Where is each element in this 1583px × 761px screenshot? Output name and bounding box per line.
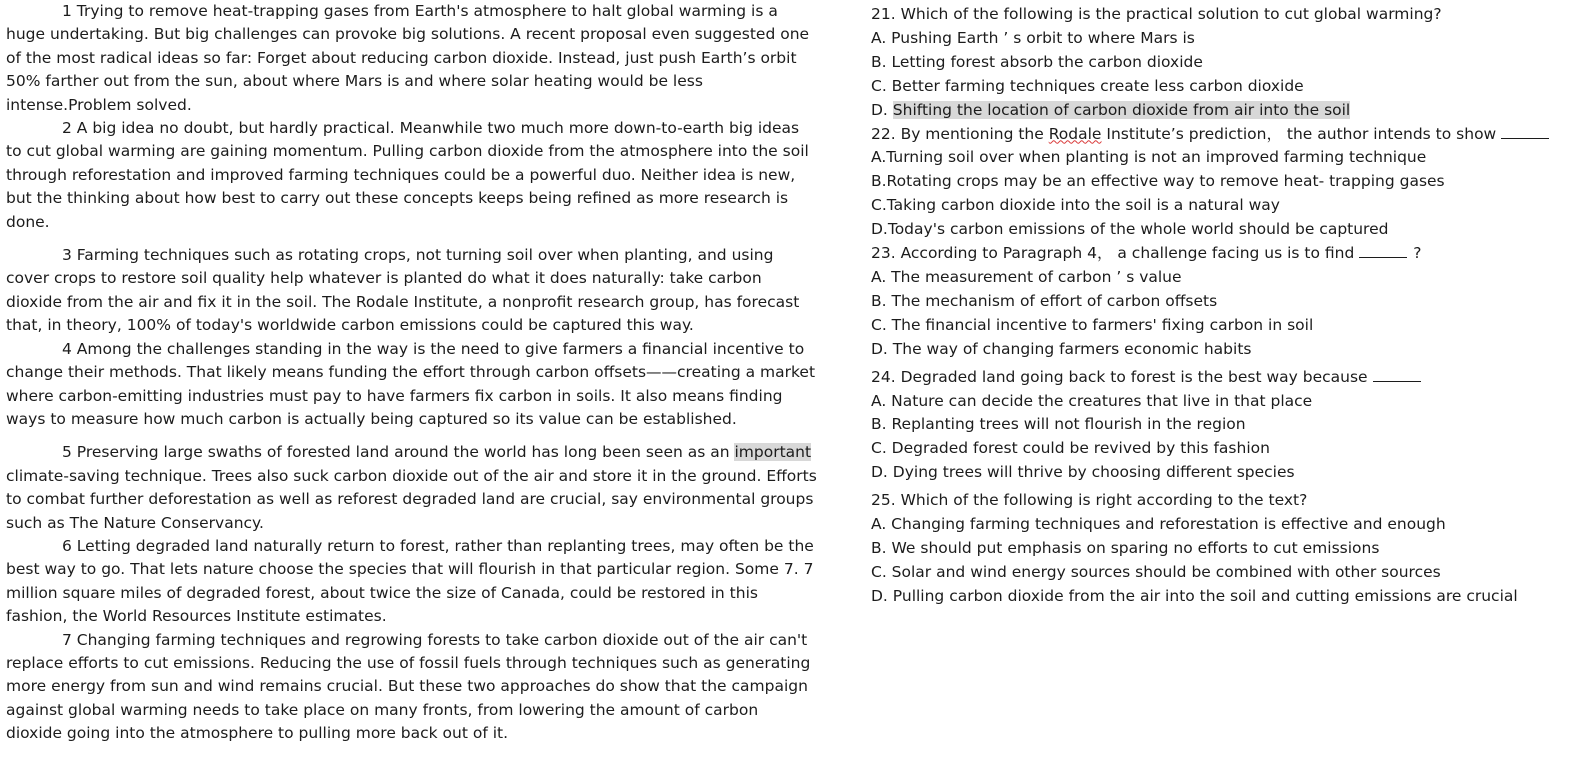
option-21-b: B. Letting forest absorb the carbon dioxide: [871, 52, 1203, 71]
option-23-c: C. The financial incentive to farmers' fixing carbon in soil: [871, 315, 1314, 334]
question-22: [871, 123, 1579, 243]
option-24-d: D. Dying trees will thrive by choosing different species: [871, 463, 1295, 482]
option-25-b: B. We should put emphasis on sparing no efforts to cut emissions: [871, 538, 1380, 557]
option-23-d: D. The way of changing farmers economic habits: [871, 339, 1252, 358]
paragraph-5-rest: climate-saving technique. Trees also suck carbon dioxide out of the air and store it in the ground. Efforts to combat further deforestation as well as reforest degraded land are crucial, say environmental groups such as The Nature Conservancy.: [6, 466, 817, 532]
reading-passage: [6, 0, 818, 746]
passage-paragraph-6: 6 Letting degraded land naturally return to forest, rather than replanting trees, may often be the best way to go. That lets nature choose the species that will flourish in that particular region. Some 7. 7 million square miles of degraded forest, about twice the size of Canada, could be restored in this fashion, the World Resources Institute estimates.: [6, 536, 814, 626]
question-mark: ?: [1413, 244, 1422, 263]
answer-blank: [1359, 243, 1407, 258]
question-24: [871, 366, 1579, 486]
paragraph-5-start: 5 Preserving large swaths of forested land around the world has long been seen as an: [62, 443, 735, 462]
option-24-a: A. Nature can decide the creatures that live in that place: [871, 391, 1313, 410]
answer-blank: [1501, 124, 1549, 139]
question-22-stem-name: Rodale: [1048, 124, 1102, 143]
passage-paragraph-5: [6, 441, 818, 535]
option-22-c: C.Taking carbon dioxide into the soil is a natural way: [871, 196, 1280, 215]
question-22-stem-post: Institute’s prediction， the author intends to show: [1101, 124, 1497, 143]
passage-paragraph-4: 4 Among the challenges standing in the way is the need to give farmers a financial incentive to change their methods. That likely means funding the effort through carbon offsets——creating a market where carbon-emitting industries must pay to have farmers fix carbon in soils. It also means finding ways to measure how much carbon is actually being captured so its value can be established.: [6, 339, 816, 428]
option-24-c: C. Degraded forest could be revived by this fashion: [871, 439, 1270, 458]
passage-paragraph-1: 1 Trying to remove heat-trapping gases from Earth's atmosphere to halt global warming is a huge undertaking. But big challenges can provoke big solutions. A recent proposal even suggested one of the most radical ideas so far: Forget about reducing carbon dioxide. Instead, just push Earth’s orbit 50% farther out from the sun, about where Mars is and where solar heating would be less intense.Problem solved.: [6, 2, 810, 114]
question-22-stem: [871, 123, 1579, 147]
option-21-d: [871, 99, 1579, 123]
question-25-stem: 25. Which of the following is right according to the text?: [871, 491, 1308, 510]
option-22-b: B.Rotating crops may be an effective way to remove heat- trapping gases: [871, 172, 1445, 191]
option-23-b: B. The mechanism of effort of carbon offsets: [871, 291, 1218, 310]
option-24-b: B. Replanting trees will not flourish in the region: [871, 415, 1246, 434]
passage-paragraph-3: 3 Farming techniques such as rotating crops, not turning soil over when planting, and using cover crops to restore soil quality help whatever is planted do what it does naturally: take carbon dioxide from the air and fix it in the soil. The Rodale Institute, a nonprofit research group, has forecast that, in theory, 100% of today's worldwide carbon emissions could be captured this way.: [6, 246, 800, 335]
question-24-stem-text: 24. Degraded land going back to forest is the best way because: [871, 367, 1368, 386]
option-21-a: A. Pushing Earth ’ s orbit to where Mars is: [871, 28, 1195, 47]
question-list: [871, 3, 1579, 609]
question-25: [871, 489, 1579, 609]
question-21-stem: 21. Which of the following is the practical solution to cut global warming?: [871, 5, 1442, 23]
option-21-d-highlight: Shifting the location of carbon dioxide from air into the soil: [892, 100, 1351, 119]
option-25-a: A. Changing farming techniques and reforestation is effective and enough: [871, 515, 1446, 534]
passage-paragraph-7: 7 Changing farming techniques and regrowing forests to take carbon dioxide out of the air can't replace efforts to cut emissions. Reducing the use of fossil fuels through techniques such as generating more energy from sun and wind remains crucial. But these two approaches do show that the campaign against global warming needs to take place on many fronts, from lowering the amount of carbon dioxide going into the atmosphere to pulling more back out of it.: [6, 630, 811, 743]
highlighted-word: important: [734, 443, 812, 462]
question-23: [871, 242, 1579, 362]
question-22-stem-pre: 22. By mentioning the: [871, 124, 1049, 143]
option-22-a: A.Turning soil over when planting is not an improved farming technique: [871, 148, 1427, 167]
question-23-stem: [871, 242, 1579, 266]
option-22-d: D.Today's carbon emissions of the whole world should be captured: [871, 220, 1389, 239]
option-23-a: A. The measurement of carbon ’ s value: [871, 267, 1182, 286]
option-21-c: C. Better farming techniques create less carbon dioxide: [871, 76, 1304, 95]
option-25-c: C. Solar and wind energy sources should be combined with other sources: [871, 562, 1441, 581]
passage-paragraph-2: 2 A big idea no doubt, but hardly practical. Meanwhile two much more down-to-earth big ideas to cut global warming are gaining momentum. Pulling carbon dioxide from the atmosphere into the soil through reforestation and improved farming techniques could be a powerful duo. Neither idea is new, but the thinking about how best to carry out these concepts keeps being refined as more research is done.: [6, 119, 809, 231]
option-21-d-prefix: D.: [871, 100, 893, 119]
question-23-stem-text: 23. According to Paragraph 4， a challenge facing us is to find: [871, 244, 1355, 263]
answer-blank: [1373, 367, 1421, 382]
question-24-stem: [871, 366, 1579, 390]
option-25-d: D. Pulling carbon dioxide from the air into the soil and cutting emissions are crucial: [871, 586, 1518, 605]
question-21: [871, 3, 1579, 123]
